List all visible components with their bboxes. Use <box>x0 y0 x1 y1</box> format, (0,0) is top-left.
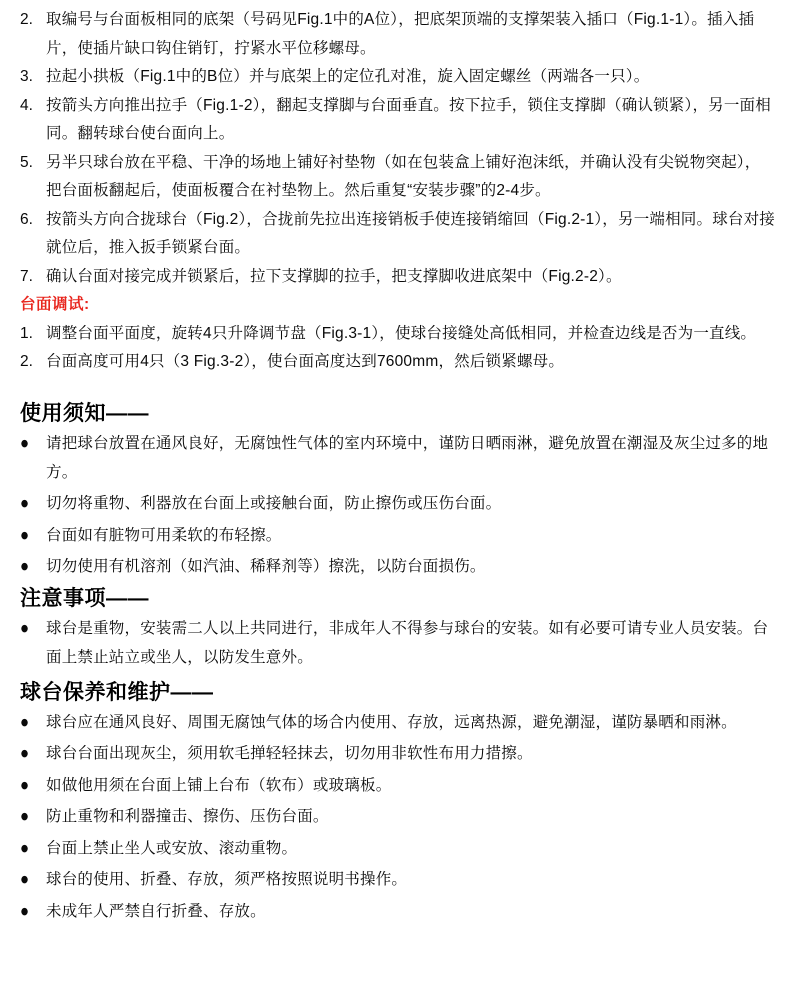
list-item <box>20 206 776 263</box>
list-item <box>20 92 776 149</box>
usage-heading: 使用须知—— <box>20 401 149 425</box>
step-number: 2. <box>20 11 33 28</box>
list-item <box>20 263 776 292</box>
step-text: 确认台面对接完成并锁紧后，拉下支撑脚的拉手，把支撑脚收进底架中（Fig.2-2）。 <box>46 267 622 285</box>
step-text: 另半只球台放在平稳、干净的场地上铺好衬垫物（如在包装盒上铺好泡沫纸，并确认没有尖锐物突起），把台面板翻起后，使面板覆合在衬垫物上。然后重复“安装步骤”的2-4步。 <box>46 153 761 199</box>
list-item <box>20 771 776 800</box>
bullet-text: 球台是重物，安装需二人以上共同进行，非成年人不得参与球台的安装。如有必要可请专业人员安装。台面上禁止站立或坐人，以防发生意外。 <box>46 619 769 666</box>
usage-bullet-list <box>20 429 776 582</box>
list-item <box>20 489 776 518</box>
bullet-icon: ● <box>20 806 30 827</box>
bullet-text: 如做他用须在台面上铺上台布（软布）或玻璃板。 <box>46 776 392 794</box>
step-number: 1. <box>20 324 33 342</box>
maintenance-section <box>20 678 776 926</box>
bullet-text: 球台应在通风良好、周围无腐蚀气体的场合内使用、存放，远离热源，避免潮湿，谨防暴晒和雨淋。 <box>46 713 737 731</box>
surface-adjust-heading: 台面调试: <box>20 296 90 313</box>
maintenance-bullet-list <box>20 708 776 926</box>
step-number: 4. <box>20 96 33 114</box>
caution-section <box>20 584 776 672</box>
list-item <box>20 614 776 672</box>
surface-adjust-section <box>20 291 776 377</box>
bullet-icon: ● <box>20 869 30 890</box>
bullet-icon: ● <box>20 712 30 732</box>
step-number: 7. <box>20 267 33 285</box>
list-item <box>20 63 776 92</box>
list-item <box>20 149 776 206</box>
list-item <box>20 802 776 831</box>
bullet-text: 台面如有脏物可用柔软的布轻擦。 <box>46 526 282 544</box>
bullet-icon: ● <box>20 838 30 858</box>
list-item <box>20 6 776 63</box>
list-item <box>20 521 776 550</box>
caution-heading: 注意事项—— <box>20 586 149 610</box>
bullet-text: 球台台面出现灰尘，须用软毛掸轻轻抹去，切勿用非软性布用力措擦。 <box>46 745 533 762</box>
bullet-icon: ● <box>20 525 30 545</box>
list-item <box>20 865 776 894</box>
bullet-text: 防止重物和利器撞击、擦伤、压伤台面。 <box>46 808 329 825</box>
caution-bullet-list <box>20 614 776 672</box>
bullet-text: 切勿使用有机溶剂（如汽油、稀释剂等）擦洗，以防台面损伤。 <box>46 558 486 575</box>
step-text: 拉起小拱板（Fig.1中的B位）并与底架上的定位孔对准，旋入固定螺丝（两端各一只）。 <box>46 68 650 85</box>
bullet-icon: ● <box>20 493 30 514</box>
list-item <box>20 897 776 926</box>
bullet-icon: ● <box>20 901 30 921</box>
step-text: 调整台面平面度，旋转4只升降调节盘（Fig.3-1），使球台接缝处高低相同，并检查边线是否为一直线。 <box>46 324 757 342</box>
install-steps-list <box>20 6 776 291</box>
step-number: 3. <box>20 68 33 85</box>
step-number: 5. <box>20 153 33 171</box>
step-text: 按箭头方向推出拉手（Fig.1-2），翻起支撑脚与台面垂直。按下拉手，锁住支撑脚（确认锁紧），另一面相同。翻转球台使台面向上。 <box>46 96 771 142</box>
bullet-icon: ● <box>20 743 30 764</box>
step-text: 按箭头方向合拢球台（Fig.2），合拢前先拉出连接销板手使连接销缩回（Fig.2-1），另一端相同。球台对接就位后，推入扳手锁紧台面。 <box>46 210 776 256</box>
bullet-icon: ● <box>20 556 30 577</box>
list-item <box>20 429 776 487</box>
list-item <box>20 708 776 737</box>
list-item <box>20 834 776 863</box>
list-item <box>20 552 776 581</box>
bullet-text: 切勿将重物、利器放在台面上或接触台面，防止擦伤或压伤台面。 <box>46 495 502 512</box>
list-item <box>20 348 776 377</box>
step-text: 取编号与台面板相同的底架（号码见Fig.1中的A位），把底架顶端的支撑架装入插口（Fig.1-1）。插入插片，使插片缺口钩住销钉，拧紧水平位移螺母。 <box>46 11 755 57</box>
list-item <box>20 739 776 768</box>
bullet-text: 球台的使用、折叠、存放，须严格按照说明书操作。 <box>46 871 408 888</box>
bullet-text: 请把球台放置在通风良好，无腐蚀性气体的室内环境中，谨防日晒雨淋，避免放置在潮湿及灰尘过多的地方。 <box>46 434 769 481</box>
bullet-icon: ● <box>20 433 30 453</box>
step-number: 6. <box>20 210 33 228</box>
usage-section <box>20 399 776 582</box>
bullet-icon: ● <box>20 775 30 795</box>
list-item <box>20 320 776 349</box>
bullet-text: 未成年人严禁自行折叠、存放。 <box>46 902 266 920</box>
maintenance-heading: 球台保养和维护—— <box>20 680 214 704</box>
bullet-icon: ● <box>20 618 30 638</box>
step-number: 2. <box>20 353 33 370</box>
bullet-text: 台面上禁止坐人或安放、滚动重物。 <box>46 839 298 857</box>
step-text: 台面高度可用4只（3 Fig.3-2），使台面高度达到7600mm，然后锁紧螺母。 <box>46 353 565 370</box>
